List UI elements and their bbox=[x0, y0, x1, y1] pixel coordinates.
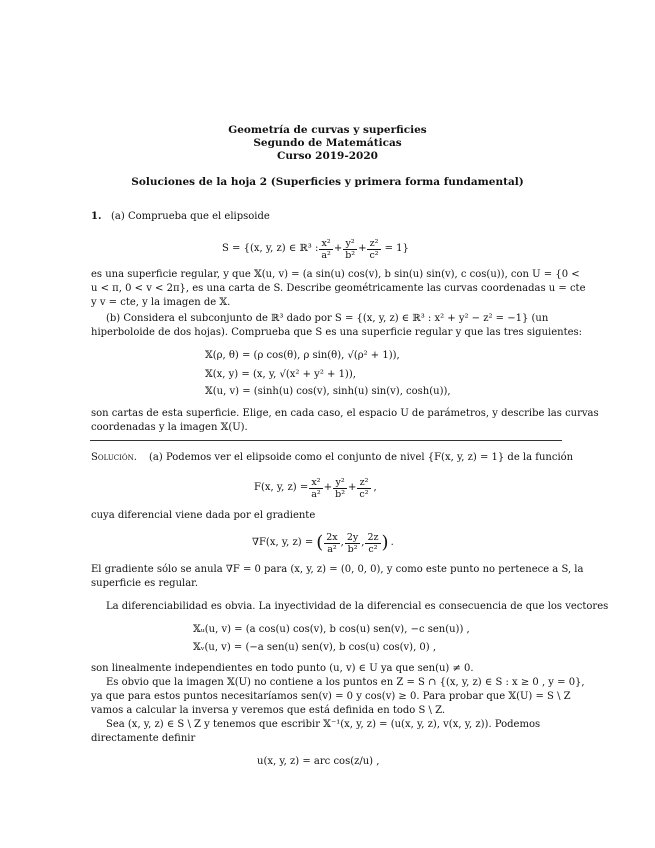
problem-a-intro: (a) Comprueba que el elipsoide bbox=[111, 211, 270, 222]
solution-p6-line-3: vamos a calcular la inversa y veremos que está definida en todo S \ Z. bbox=[91, 705, 446, 716]
frac-y bbox=[343, 238, 357, 261]
doc-course: Segundo de Matemáticas bbox=[253, 137, 402, 149]
solution-p4: La diferenciabilidad es obvia. La inyectividad de la diferencial es consecuencia de que los vectores bbox=[106, 601, 609, 612]
grad-frac-z bbox=[365, 532, 380, 555]
eq-F-right: , bbox=[373, 482, 377, 493]
grad-frac-y-den: b² bbox=[347, 543, 358, 555]
eq-S-right: = 1} bbox=[384, 243, 409, 254]
F-frac-y bbox=[333, 477, 347, 500]
problem-a-line-1: es una superficie regular, y que 𝕏(u, v) = (a sin(u) cos(v), b sin(u) sin(v), c cos(u)), con U = {0 < bbox=[91, 269, 580, 280]
grad-paren-open: ( bbox=[316, 532, 324, 553]
solution-p3-line-2: superficie es regular. bbox=[91, 578, 199, 589]
F-frac-y-num: y² bbox=[333, 477, 347, 489]
eq-F-left: F(x, y, z) = bbox=[254, 482, 309, 493]
grad-frac-y bbox=[345, 532, 360, 555]
solution-label-text: Solución. bbox=[91, 452, 137, 463]
solution-p2: cuya diferencial viene dada por el gradiente bbox=[91, 510, 316, 521]
grad-frac-y-num: 2y bbox=[346, 531, 359, 543]
frac-y-num: y² bbox=[343, 238, 357, 250]
equation-Xu: 𝕏ᵤ(u, v) = (a cos(u) cos(v), b cos(u) sen(v), −c sen(u)) , bbox=[193, 624, 470, 635]
doc-subtitle: Soluciones de la hoja 2 (Superficies y primera forma fundamental) bbox=[131, 176, 524, 188]
equation-Xv: 𝕏ᵥ(u, v) = (−a sen(u) sen(v), b cos(u) cos(v), 0) , bbox=[193, 642, 437, 653]
equation-ellipsoid bbox=[222, 234, 409, 264]
doc-title: Geometría de curvas y superficies bbox=[228, 124, 427, 136]
solution-p7-line-1: Sea (x, y, z) ∈ S \ Z y tenemos que escribir 𝕏⁻¹(x, y, z) = (u(x, y, z), v(x, y, z)). Podemos bbox=[106, 719, 541, 730]
F-frac-z bbox=[357, 477, 370, 500]
problem-b-line-2: hiperboloide de dos hojas). Comprueba que S es una superficie regular y que las tres siguientes: bbox=[91, 327, 583, 338]
problem-a-line-2: u < π, 0 < v < 2π}, es una carta de S. Describe geométricamente las curvas coordenadas u = cte bbox=[91, 283, 586, 294]
solution-p6-line-2: ya que para estos puntos necesitaríamos sen(v) = 0 y cos(v) ≥ 0. Para probar que 𝕏(U) = S \ Z bbox=[91, 691, 571, 702]
solution-intro: (a) Podemos ver el elipsoide como el conjunto de nivel {F(x, y, z) = 1} de la función bbox=[149, 452, 574, 463]
solution-p5: son linealmente independientes en todo punto (u, v) ∈ U ya que sen(u) ≠ 0. bbox=[91, 663, 474, 674]
doc-year: Curso 2019-2020 bbox=[277, 150, 378, 162]
problem-b-end-2: coordenadas y la imagen 𝕏(U). bbox=[91, 422, 248, 433]
plus-1: + bbox=[333, 243, 343, 254]
frac-z bbox=[367, 238, 380, 261]
frac-z-den: c² bbox=[369, 249, 379, 261]
F-frac-z-num: z² bbox=[357, 477, 370, 489]
plus-2: + bbox=[358, 243, 367, 254]
problem-a-line-3: y v = cte, y la imagen de 𝕏. bbox=[91, 297, 231, 308]
equation-F bbox=[254, 473, 377, 503]
grad-frac-z-den: c² bbox=[368, 543, 378, 555]
problem-b-line-1: (b) Considera el subconjunto de ℝ³ dado por S = {(x, y, z) ∈ ℝ³ : x² + y² − z² = −1} (un bbox=[106, 313, 549, 324]
F-frac-z-den: c² bbox=[359, 488, 369, 500]
solution-p6-line-1: Es obvio que la imagen 𝕏(U) no contiene a los puntos en Z = S ∩ {(x, y, z) ∈ S : x ≥ 0 , y = 0}, bbox=[106, 677, 585, 688]
grad-frac-x-num: 2x bbox=[326, 531, 338, 543]
solution-p7-line-2: directamente definir bbox=[91, 733, 196, 744]
equation-gradient bbox=[252, 527, 394, 559]
solution-p3-line-1: El gradiente sólo se anula ∇F = 0 para (x, y, z) = (0, 0, 0), y como este punto no pertenece a S, la bbox=[91, 564, 584, 575]
frac-x bbox=[319, 238, 332, 261]
problem-number-label: 1. bbox=[91, 211, 102, 222]
grad-comma-1: , bbox=[340, 537, 344, 548]
solution-label bbox=[91, 451, 137, 465]
eq-S-left: S = {(x, y, z) ∈ ℝ³ : bbox=[222, 243, 319, 254]
F-frac-x bbox=[309, 477, 322, 500]
frac-x-den: a² bbox=[321, 249, 331, 261]
F-plus-1: + bbox=[323, 482, 333, 493]
frac-y-den: b² bbox=[345, 249, 356, 261]
grad-paren-close: ) bbox=[381, 532, 389, 553]
F-frac-x-den: a² bbox=[311, 488, 321, 500]
F-frac-y-den: b² bbox=[335, 488, 346, 500]
eq-grad-left: ∇F(x, y, z) = bbox=[252, 537, 314, 548]
chart-graph: 𝕏(x, y) = (x, y, √(x² + y² + 1)), bbox=[205, 369, 356, 380]
problem-b-end-1: son cartas de esta superficie. Elige, en cada caso, el espacio U de parámetros, y describe las curvas bbox=[91, 408, 599, 419]
grad-frac-z-num: 2z bbox=[367, 531, 379, 543]
eq-grad-right: . bbox=[390, 537, 394, 548]
chart-polar: 𝕏(ρ, θ) = (ρ cos(θ), ρ sin(θ), √(ρ² + 1)), bbox=[205, 350, 400, 361]
chart-hyperbolic: 𝕏(u, v) = (sinh(u) cos(v), sinh(u) sin(v), cosh(u)), bbox=[205, 386, 451, 397]
section-divider bbox=[90, 440, 562, 441]
frac-z-num: z² bbox=[367, 238, 380, 250]
grad-frac-x bbox=[324, 532, 339, 555]
equation-u: u(x, y, z) = arc cos(z/u) , bbox=[257, 756, 380, 767]
grad-comma-2: , bbox=[361, 537, 365, 548]
frac-x-num: x² bbox=[319, 238, 332, 250]
F-plus-2: + bbox=[348, 482, 357, 493]
grad-frac-x-den: a² bbox=[327, 543, 337, 555]
F-frac-x-num: x² bbox=[309, 477, 322, 489]
problem-number bbox=[91, 210, 101, 224]
